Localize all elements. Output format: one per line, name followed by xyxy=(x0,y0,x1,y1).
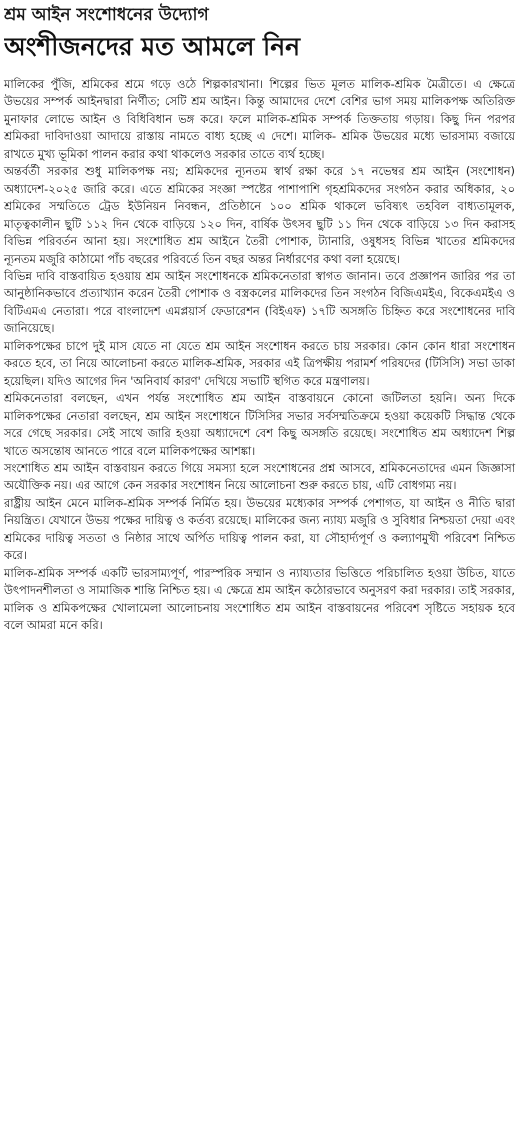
article-paragraph: বিভিন্ন দাবি বাস্তবায়িত হওয়ায় শ্রম আইন সংশোধনকে শ্রমিকনেতারা স্বাগত জানান। তবে প্রজ্ঞাপন জারির পর তা আনুষ্ঠানিকভাবে প্রত্যাখ্যান করেন তৈরী পোশাক ও বস্ত্রকলের মালিকদের তিন সংগঠন বিজিএমইএ, বিকেএমইএ ও বিটিএমএ নেতারা। পরে বাংলাদেশ এমপ্লয়ার্স ফেডারেশন (বিইএফ) ১৭টি অসঙ্গতি চিহ্নিত করে সংশোধনের দাবি জানিয়েছে। xyxy=(4,268,515,336)
article-kicker: শ্রম আইন সংশোধনের উদ্যোগ xyxy=(4,5,209,25)
article-paragraph: অন্তর্বর্তী সরকার শুধু মালিকপক্ষ নয়; শ্রমিকদের ন্যূনতম স্বার্থ রক্ষা করে ১৭ নভেম্বর শ্রম আইন (সংশোধন) অধ্যাদেশ-২০২৫ জারি করে। এতে শ্রমিকের সংজ্ঞা স্পষ্টের পাশাপাশি গৃহশ্রমিকদের সংগঠন করার অধিকার, ২০ শ্রমিকের সম্মতিতে ট্রেড ইউনিয়ন নিবন্ধন, প্রতিষ্ঠানে ১০০ শ্রমিক থাকলে ভবিষ্যৎ তহবিল বাধ্যতামূলক, মাতৃত্বকালীন ছুটি ১১২ দিন থেকে বাড়িয়ে ১২০ দিন, বার্ষিক উৎসব ছুটি ১১ দিন থেকে বাড়িয়ে ১৩ দিন করাসহ বিভিন্ন পরিবর্তন আনা হয়। সংশোধিত শ্রম আইনে তৈরী পোশাক, ট্যানারি, ওষুধসহ বিভিন্ন খাতের শ্রমিকদের ন্যূনতম মজুরি কাঠামো পাঁচ বছরের পরিবর্তে তিন বছর অন্তর নির্ধারণের কথা বলা হয়েছে। xyxy=(4,164,515,266)
article-paragraph: সংশোধিত শ্রম আইন বাস্তবায়ন করতে গিয়ে সমস্যা হলে সংশোধনের প্রশ্ন আসবে, শ্রমিকনেতাদের এমন জিজ্ঞাসা অযৌক্তিক নয়। এর আগে কেন সরকার সংশোধন নিয়ে আলোচনা শুরু করতে চায়, এটি বোধগম্য নয়। xyxy=(4,460,515,493)
article-paragraph: শ্রমিকনেতারা বলছেন, এখন পর্যন্ত সংশোধিত শ্রম আইন বাস্তবায়নে কোনো জটিলতা হয়নি। অন্য দিকে মালিকপক্ষের নেতারা বলছেন, শ্রম আইন সংশোধনে টিসিসির সভার সর্বসম্মতিক্রমে হওয়া কয়েকটি সিদ্ধান্ত থেকে সরে গেছে সরকার। সেই সাথে জারি হওয়া অধ্যাদেশে বেশ কিছু অসঙ্গতি রয়েছে। সংশোধিত শ্রম অধ্যাদেশ শিল্প খাতে অসন্তোষ আনতে পারে বলে মালিকপক্ষের আশঙ্কা। xyxy=(4,391,515,458)
article-headline: অংশীজনদের মত আমলে নিন xyxy=(4,32,301,61)
article-body xyxy=(4,76,515,635)
article-paragraph: মালিকের পুঁজি, শ্রমিকের শ্রমে গড়ে ওঠে শিল্পকারখানা। শিল্পের ভিত মূলত মালিক-শ্রমিক মৈত্রীতে। এ ক্ষেত্রে উভয়ের সম্পর্ক আইনদ্বারা নির্ণীত; সেটি শ্রম আইন। কিন্তু আমাদের দেশে বেশির ভাগ সময় মালিকপক্ষ অতিরিক্ত মুনাফার লোভে আইন ও বিধিবিধান ভঙ্গ করে। ফলে মালিক-শ্রমিক সম্পর্ক তিক্ততায় গড়ায়। কিছু দিন পরপর শ্রমিকরা দাবিদাওয়া আদায়ে রাস্তায় নামতে বাধ্য হচ্ছে এ দেশে। মালিক- শ্রমিক উভয়ের মধ্যে ভারসাম্য বজায়ে রাখতে মুখ্য ভূমিকা পালন করার কথা থাকলেও সরকার তাতে ব্যর্থ হচ্ছে। xyxy=(4,77,515,161)
article-paragraph: মালিকপক্ষের চাপে দুই মাস যেতে না যেতে শ্রম আইন সংশোধন করতে চায় সরকার। কোন কোন ধারা সংশোধন করতে হবে, তা নিয়ে আলোচনা করতে মালিক-শ্রমিক, সরকার এই ত্রিপক্ষীয় পরামর্শ পরিষদের (টিসিসি) সভা ডাকা হয়েছিল। যদিও আগের দিন 'অনিবার্য কারণ' দেখিয়ে সভাটি স্থগিত করে মন্ত্রণালয়। xyxy=(4,338,515,388)
article-paragraph: রাষ্ট্রীয় আইন মেনে মালিক-শ্রমিক সম্পর্ক নির্মিত হয়। উভয়ের মধ্যেকার সম্পর্ক পেশাগত, যা আইন ও নীতি দ্বারা নিয়ন্ত্রিত। যেখানে উভয় পক্ষের দায়িত্ব ও কর্তব্য রয়েছে। মালিকের জন্য ন্যায্য মজুরি ও সুবিধার নিশ্চয়তা দেয়া এবং শ্রমিকের দায়িত্ব সততা ও নিষ্ঠার সাথে অর্পিত দায়িত্ব পালন করা, যা সৌহার্দ্যপূর্ণ ও কল্যাণমুখী পরিবেশ নিশ্চিত করে। xyxy=(4,495,515,563)
article-paragraph: মালিক-শ্রমিক সম্পর্ক একটি ভারসাম্যপূর্ণ, পারস্পরিক সম্মান ও ন্যায্যতার ভিত্তিতে পরিচালিত হওয়া উচিত, যাতে উৎপাদনশীলতা ও সামাজিক শান্তি নিশ্চিত হয়। এ ক্ষেত্রে শ্রম আইন কঠোরভাবে অনুসরণ করা দরকার। তাই সরকার, মালিক ও শ্রমিকপক্ষের খোলামেলা আলোচনায় সংশোধিত শ্রম আইন বাস্তবায়নের পরিবেশ সৃষ্টিতে সহায়ক হবে বলে আমরা মনে করি। xyxy=(4,565,515,633)
